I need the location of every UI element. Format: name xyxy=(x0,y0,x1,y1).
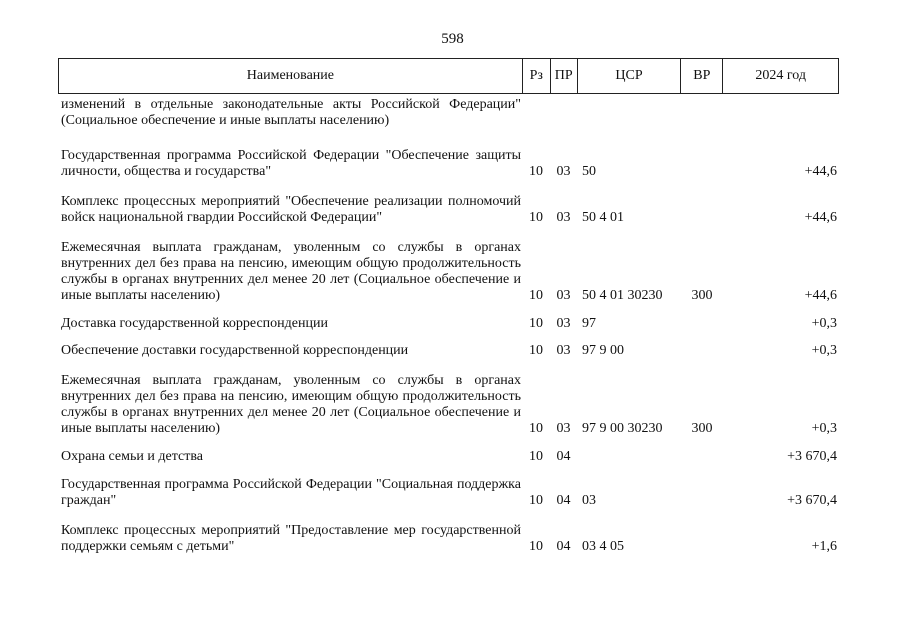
row-name: Комплекс процессных мероприятий "Предоставление мер государственной поддержки семьям с детьми" xyxy=(61,523,521,554)
row-pr: 03 xyxy=(556,288,571,303)
row-csr: 03 xyxy=(582,493,596,508)
row-csr: 50 4 01 xyxy=(582,210,624,225)
table-row xyxy=(58,194,839,226)
row-year: +44,6 xyxy=(804,288,837,303)
table-row xyxy=(58,523,839,555)
row-year: +0,3 xyxy=(811,343,837,358)
row-rz: 10 xyxy=(529,288,543,303)
row-rz: 10 xyxy=(529,449,543,464)
row-pr: 03 xyxy=(556,343,571,358)
header-csr: ЦСР xyxy=(577,59,681,93)
row-year: +0,3 xyxy=(811,316,837,331)
row-name: Ежемесячная выплата гражданам, уволенным со службы в органах внутренних дел без права на пенсию, имеющим общую продолжительность службы в органах внутренних дел менее 20 лет (Социальное обеспечение и иные выплаты населению) xyxy=(61,240,521,303)
budget-table xyxy=(58,58,839,555)
row-csr: 50 xyxy=(582,164,596,179)
row-pr: 04 xyxy=(556,493,571,508)
header-year: 2024 год xyxy=(722,59,838,93)
header-rz: Рз xyxy=(522,59,550,93)
row-vr: 300 xyxy=(691,421,713,436)
header-pr: ПР xyxy=(550,59,577,93)
table-row xyxy=(58,373,839,437)
table-row xyxy=(58,343,839,359)
row-pr: 03 xyxy=(556,421,571,436)
row-year: +3 670,4 xyxy=(787,449,837,464)
table-body xyxy=(58,97,839,555)
row-name: Доставка государственной корреспонденции xyxy=(61,316,328,331)
row-vr: 300 xyxy=(691,288,713,303)
row-rz: 10 xyxy=(529,164,543,179)
row-rz: 10 xyxy=(529,539,543,554)
row-year: +0,3 xyxy=(811,421,837,436)
row-name: Государственная программа Российской Федерации "Обеспечение защиты личности, общества и государства" xyxy=(61,148,521,179)
row-rz: 10 xyxy=(529,343,543,358)
row-rz: 10 xyxy=(529,316,543,331)
table-row xyxy=(58,477,839,509)
row-year: +3 670,4 xyxy=(787,493,837,508)
header-vr: ВР xyxy=(680,59,722,93)
row-name: Обеспечение доставки государственной корреспонденции xyxy=(61,343,409,358)
row-csr: 97 9 00 xyxy=(582,343,624,358)
row-name: изменений в отдельные законодательные акты Российской Федерации" (Социальное обеспечение и иные выплаты населению) xyxy=(61,97,521,128)
table-row xyxy=(58,97,839,129)
row-csr: 50 4 01 30230 xyxy=(582,288,663,303)
row-rz: 10 xyxy=(529,421,543,436)
row-pr: 03 xyxy=(556,164,571,179)
row-csr: 97 9 00 30230 xyxy=(582,421,663,436)
row-rz: 10 xyxy=(529,493,543,508)
row-name: Комплекс процессных мероприятий "Обеспечение реализации полномочий войск национальной гвардии Российской Федерации" xyxy=(61,194,521,225)
header-name: Наименование xyxy=(246,68,335,83)
row-name: Государственная программа Российской Федерации "Социальная поддержка граждан" xyxy=(61,477,521,508)
table-row xyxy=(58,148,839,180)
row-csr: 03 4 05 xyxy=(582,539,624,554)
row-year: +1,6 xyxy=(811,539,837,554)
table-header xyxy=(58,58,839,94)
row-rz: 10 xyxy=(529,210,543,225)
table-row xyxy=(58,316,839,332)
row-year: +44,6 xyxy=(804,210,837,225)
row-name: Охрана семьи и детства xyxy=(61,449,203,464)
row-name: Ежемесячная выплата гражданам, уволенным со службы в органах внутренних дел без права на пенсию, имеющим общую продолжительность службы в органах внутренних дел менее 20 лет (Социальное обеспечение и иные выплаты населению) xyxy=(61,373,521,436)
row-csr: 97 xyxy=(582,316,596,331)
table-row xyxy=(58,240,839,304)
table-row xyxy=(58,449,839,465)
row-pr: 03 xyxy=(556,316,571,331)
row-pr: 04 xyxy=(556,449,571,464)
row-year: +44,6 xyxy=(804,164,837,179)
page-number: 598 xyxy=(441,31,464,47)
row-pr: 04 xyxy=(556,539,571,554)
row-pr: 03 xyxy=(556,210,571,225)
